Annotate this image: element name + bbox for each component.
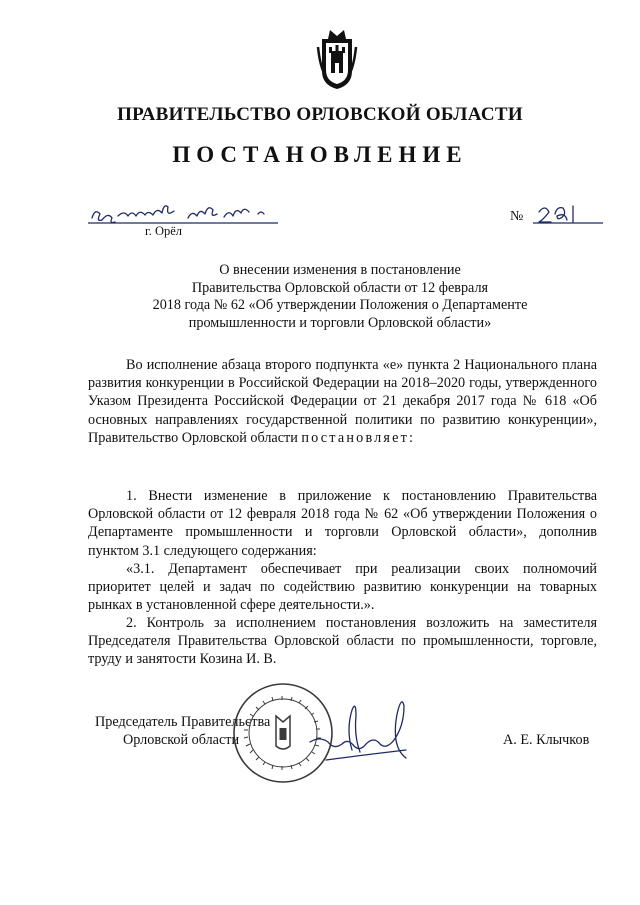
coat-of-arms-icon <box>316 27 358 91</box>
city-label: г. Орёл <box>145 224 183 238</box>
item-3-1-quote: «3.1. Департамент обеспечивает при реализации своих полномочий приоритет целей и задач по содействию развитию конкуренции на товарных рынках в установленной сфере деятельности.». <box>88 561 597 614</box>
signatory-name: А. Е. Клычков <box>503 732 590 748</box>
government-title: ПРАВИТЕЛЬСТВО ОРЛОВСКОЙ ОБЛАСТИ <box>117 104 523 125</box>
signatory-title-line: Орловской области <box>123 732 240 748</box>
preamble-paragraph <box>88 356 597 447</box>
item-1-paragraph: 1. Внести изменение в приложение к постановлению Правительства Орловской области от 12 февраля 2018 года № 62 «Об утверждении Положения о Департаменте промышленности и торговли Орловской области», дополнив пунктом 3.1 следующего содержания: <box>88 488 597 559</box>
handwritten-date <box>88 200 278 226</box>
item-2-paragraph: 2. Контроль за исполнением постановления возложить на заместителя Председателя Правительства Орловской области по промышленности, торговле, труду и занятости Козина И. В. <box>88 615 597 668</box>
handwritten-signature <box>300 690 430 780</box>
signatory-title-line: Председатель Правительства <box>95 714 271 730</box>
document-type-title: ПОСТАНОВЛЕНИЕ <box>172 142 468 167</box>
handwritten-number <box>533 200 603 226</box>
resolves-word: постановляет: <box>301 429 416 446</box>
number-sign: № <box>510 209 524 224</box>
subject-line: Правительства Орловской области от 12 февраля <box>191 279 489 296</box>
preamble-text: Во исполнение абзаца второго подпункта «е» пункта 2 Национального плана развития конкуренции в Российской Федерации на 2018–2020 годы, утвержденного Указом Президента Российской Федерации от 21 декабря 2017 года № 618 «Об основных направлениях государственной политики по развитию конкуренции», Правительство Орловской области <box>88 357 597 446</box>
subject-line: 2018 года № 62 «Об утверждении Положения о Департаменте <box>152 297 528 314</box>
subject-line: промышленности и торговли Орловской области» <box>188 314 492 331</box>
document-subject <box>120 262 560 332</box>
subject-line: О внесении изменения в постановление <box>219 262 461 278</box>
